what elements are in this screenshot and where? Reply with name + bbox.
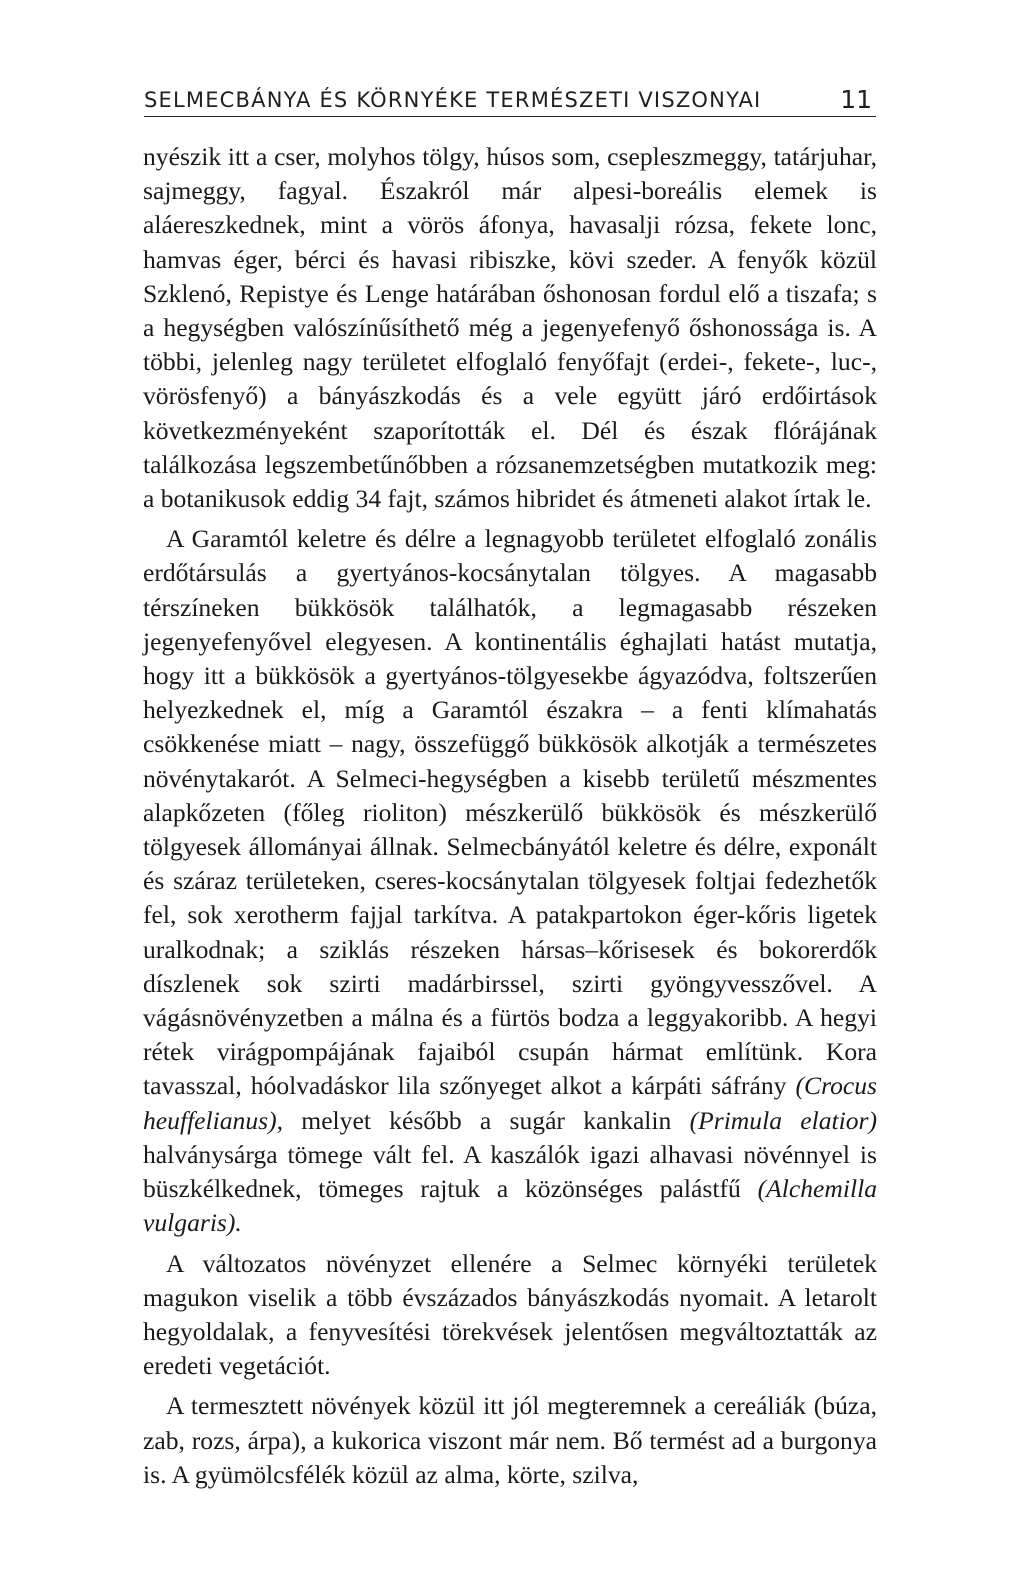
paragraph-2 bbox=[143, 522, 877, 1240]
species-name-alchemilla: (Alchemilla vulgaris). bbox=[143, 1174, 877, 1238]
paragraph-3 bbox=[143, 1247, 877, 1384]
paragraph-1-text: nyészik itt a cser, molyhos tölgy, húsos som, csepleszmeggy, tatárjuhar, sajmeggy, fagyal. Északról már alpesi-boreális elemek is aláereszkednek, mint a vörös áfonya, havasalji rózsa, fekete lonc, hamvas éger, bérci és havasi ribiszke, kövi szeder. A fenyők közül Szklenó, Repistye és Lenge határában őshonosan fordul elő a tiszafa; s a hegységben valószínűsíthető még a jegenyefenyő őshonossága is. A többi, jelenleg nagy területet elfoglaló fenyőfajt (erdei-, fekete-, luc-, vörösfenyő) a bányászkodás és a vele együtt járó erdőirtások következményeként szaporították el. Dél és észak flórájának találkozása legszembetűnőbben a rózsanemzetségben mutatkozik meg: a botanikusok eddig 34 fajt, számos hibridet és átmeneti alakot írtak le. bbox=[143, 142, 877, 514]
running-head bbox=[144, 80, 876, 117]
paragraph-2-text-b: melyet később a sugár kankalin bbox=[301, 1105, 672, 1135]
paragraph-4 bbox=[143, 1389, 877, 1492]
paragraph-2-text-c: halványsárga tömege vált fel. A kaszálók igazi alhavasi növénnyel is büszkélkednek, tömeges rajtuk a közönséges palástfű bbox=[143, 1139, 877, 1204]
text-body bbox=[143, 140, 877, 1498]
page-number: 11 bbox=[840, 85, 872, 114]
running-title: SELMECBÁNYA ÉS KÖRNYÉKE TERMÉSZETI VISZONYAI bbox=[144, 88, 762, 112]
paragraph-4-text: A termesztett növények közül itt jól megteremnek a cereáliák (búza, zab, rozs, árpa), a kukorica viszont már nem. Bő termést ad a burgonya is. A gyümölcsfélék közül az alma, körte, szilva, bbox=[143, 1391, 877, 1489]
species-name-primula: (Primula elatior) bbox=[689, 1105, 878, 1135]
paragraph-1 bbox=[143, 140, 877, 516]
species-name-crocus: (Crocus heuffelianus), bbox=[143, 1071, 877, 1135]
paragraph-2-text-a: A Garamtól keletre és délre a legnagyobb területet elfoglaló zonális erdőtársulás a gyertyános-kocsánytalan tölgyes. A magasabb térszíneken bükkösök találhatók, a legmagasabb részeken jegenyefenyővel elegyesen. A kontinentális éghajlati hatást mutatja, hogy itt a bükkösök a gyertyános-tölgyesekbe ágyazódva, foltszerűen helyezkednek el, míg a Garamtól északra – a fenti klímahatás csökkenése miatt – nagy, összefüggő bükkösök alkotják a természetes növénytakarót. A Selmeci-hegységben a kisebb területű mészmentes alapkőzeten (főleg rioliton) mészkerülő bükkösök és mészkerülő tölgyesek állományai állnak. Selmecbányától keletre és délre, exponált és száraz területeken, cseres-kocsánytalan tölgyesek foltjai fedezhetők fel, sok xerotherm fajjal tarkítva. A patakpartokon éger-kőris ligetek uralkodnak; a sziklás részeken hársas–kőrisesek és bokorerdők díszlenek sok szirti madárbirssel, szirti gyöngyvesszővel. A vágásnövényzetben a málna és a fürtös bodza a leggyakoribb. A hegyi rétek virágpompájának fajaiból csupán hármat említünk. Kora tavasszal, hóolvadáskor lila szőnyeget alkot a kárpáti sáfrány bbox=[143, 524, 877, 1101]
paragraph-3-text: A változatos növényzet ellenére a Selmec környéki területek magukon viselik a több évszázados bányászkodás nyomait. A letarolt hegyoldalak, a fenyvesítési törekvések jelentősen megváltoztatták az eredeti vegetációt. bbox=[143, 1248, 877, 1381]
